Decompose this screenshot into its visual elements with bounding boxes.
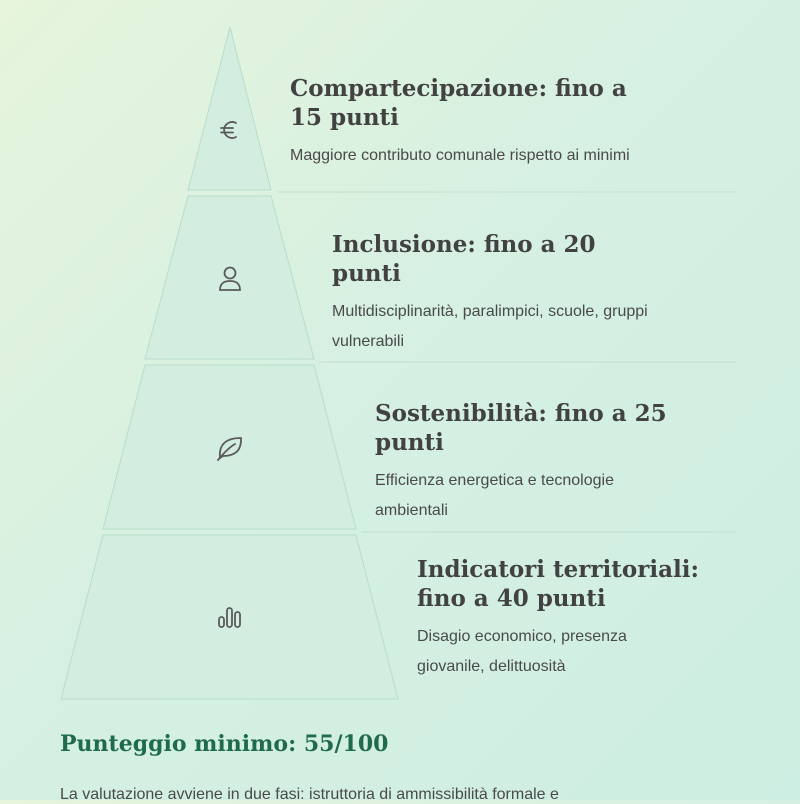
evaluation-note: La valutazione avviene in due fasi: istruttoria di ammissibilità formale e [60,786,559,803]
tier-1-title: Compartecipazione: fino a 15 punti [290,75,627,131]
pyramid-tier-2 [145,196,314,359]
tier-3-title: Sostenibilità: fino a 25 punti [375,400,667,456]
tier-3-text [375,399,715,526]
tier-4-description: Disagio economico, presenza giovanile, delittuosità [417,628,627,675]
tier-1-description: Maggiore contributo comunale rispetto ai minimi [290,147,630,164]
tier-2-title: Inclusione: fino a 20 punti [332,231,596,287]
minimum-score: Punteggio minimo: 55/100 [60,731,389,757]
tier-2-text [332,230,672,357]
pyramid-tier-4 [61,535,398,699]
tier-3-description: Efficienza energetica e tecnologie ambientali [375,472,614,519]
tier-1-text [290,74,630,171]
tier-4-title: Indicatori territoriali: fino a 40 punti [417,556,699,612]
pyramid-tier-1 [188,27,271,190]
tier-4-text [417,555,757,682]
tier-2-description: Multidisciplinarità, paralimpici, scuole, gruppi vulnerabili [332,303,648,350]
